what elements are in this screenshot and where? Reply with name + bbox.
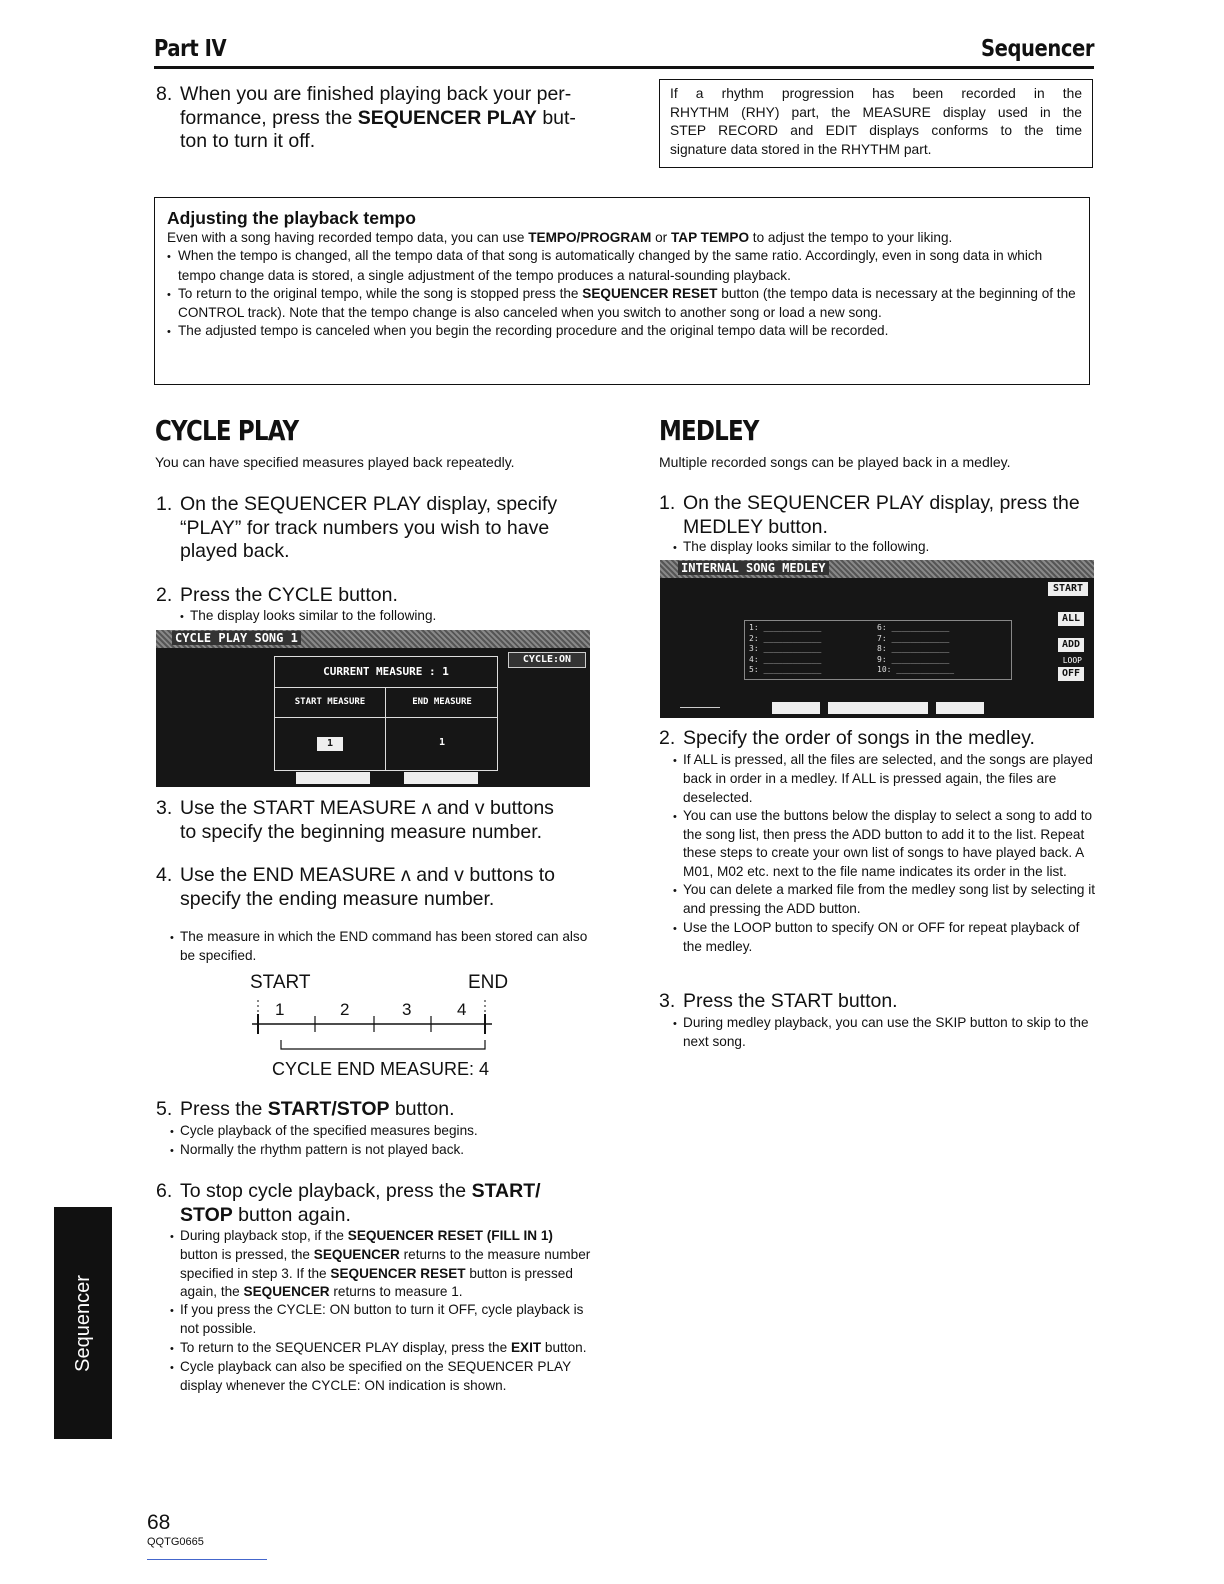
medley-list	[744, 620, 1012, 680]
current-measure: CURRENT MEASURE : 1	[323, 665, 449, 678]
header-rule	[154, 66, 1094, 69]
loop-off-button[interactable]: OFF	[1058, 667, 1084, 681]
medley-step-3: 3. Press the START button.	[659, 990, 898, 1012]
cycle-step-2: 2. Press the CYCLE button.	[156, 584, 398, 606]
bullet: • You can delete a marked file from the medley song list by selecting it and pressing the ADD button.	[673, 881, 1097, 919]
sequencer-play-term: SEQUENCER PLAY	[357, 106, 537, 129]
medley-intro: Multiple recorded songs can be played back in a medley.	[659, 454, 1011, 470]
bullet: • The display looks similar to the following.	[180, 607, 590, 626]
diagram-start-label: START	[250, 972, 311, 993]
cycle-step-4: 4. Use the END MEASURE ʌ and v buttons to specify the ending measure number.	[156, 864, 555, 910]
bullet: • Normally the rhythm pattern is not played back.	[170, 1141, 595, 1160]
start-measure-label: START MEASURE	[294, 697, 366, 707]
section-tab	[54, 1207, 112, 1439]
medley-slots-left: 1: ____________ 2: ____________ 3: ____________ 4: ____________ 5: ____________	[749, 623, 822, 674]
section-label: Sequencer	[980, 36, 1094, 62]
end-measure-up-down-button[interactable]	[404, 772, 478, 784]
loop-label: LOOP	[1062, 656, 1082, 665]
tempo-bullet: • The adjusted tempo is canceled when you begin the recording procedure and the original tempo data will be recorded.	[167, 322, 1079, 341]
medley-step-2: 2. Specify the order of songs in the medley.	[659, 727, 1035, 749]
measure-panel	[274, 656, 498, 771]
measure-line-svg	[250, 970, 520, 1060]
tempo-box: Adjusting the playback tempo Even with a song having recorded tempo data, you can use TEMPO/PROGRAM or TAP TEMPO to adjust the tempo to your liking. • When the tempo is changed, all the tempo data of that song is automatically changed by the same ratio. Accordingly, even in song data in which tempo change data is stored, a single adjustment of the tempo produces a natural-sounding playback. • To return to the original tempo, while the song is stopped press the SEQUENCER RESET button (the tempo data is necessary at the beginning of the CONTROL track). Note that the tempo change is also canceled when you switch to another song or load a new song. • The adjusted tempo is canceled when you begin the recording procedure and the original tempo data will be recorded.	[154, 197, 1090, 385]
bullet: • Cycle playback of the specified measures begins.	[170, 1122, 595, 1141]
start-measure-value: 1	[317, 737, 343, 751]
add-button[interactable]: ADD	[1058, 638, 1084, 652]
song-select-button[interactable]	[828, 702, 928, 714]
bullet: • To return to the SEQUENCER PLAY display, press the EXIT button.	[170, 1339, 594, 1358]
measure-3: 3	[402, 1000, 412, 1019]
bullet: • The display looks similar to the following.	[673, 538, 1093, 557]
bullet: • You can use the buttons below the display to select a song to add to the song list, then press the ADD button to add it to the list. Repeat these steps to create your own list of songs to have played back. A M01, M02 etc. next to the file name indicates its order in the list.	[673, 807, 1097, 881]
rhythm-note-box: If a rhythm progression has been recorded in the RHYTHM (RHY) part, the MEASURE display used in the STEP RECORD and EDIT displays conforms to the time signature data stored in the RHYTHM part.	[659, 79, 1093, 168]
section-tab-label: Sequencer	[71, 1274, 94, 1372]
measure-4: 4	[457, 1000, 467, 1019]
medley-slots-right: 6: ____________ 7: ____________ 8: ____________ 9: ____________ 10: ____________	[877, 623, 955, 674]
tempo-bullet: • When the tempo is changed, all the tempo data of that song is automatically changed by the same ratio. Accordingly, even in song data in which tempo change data is stored, a single adjustment of the tempo produces a natural-sounding playback.	[167, 247, 1079, 285]
page-number: 68	[147, 1511, 171, 1534]
measure-2: 2	[340, 1000, 350, 1019]
footer-rule	[147, 1559, 267, 1560]
bullet: • During medley playback, you can use the SKIP button to skip to the next song.	[673, 1014, 1097, 1052]
song-select-left-button[interactable]	[772, 702, 820, 714]
diagram-caption: CYCLE END MEASURE: 4	[272, 1059, 490, 1079]
diagram-end-label: END	[468, 972, 509, 993]
step-8: 8. When you are finished playing back your per- formance, press the SEQUENCER PLAY but- ton to turn it off.	[156, 83, 576, 152]
medley-heading: MEDLEY	[659, 414, 759, 447]
tap-tempo-term: TAP TEMPO	[670, 230, 750, 245]
display-title: CYCLE PLAY SONG 1	[172, 631, 301, 645]
start-measure-up-down-button[interactable]	[296, 772, 370, 784]
cycle-intro: You can have specified measures played back repeatedly.	[155, 454, 515, 470]
song-select-right-button[interactable]	[936, 702, 984, 714]
cycle-display-screenshot	[156, 630, 590, 787]
bullet: • Cycle playback can also be specified on the SEQUENCER PLAY display whenever the CYCLE: ON indication is shown.	[170, 1358, 594, 1396]
tempo-bullet: • To return to the original tempo, while the song is stopped press the SEQUENCER RESET button (the tempo data is necessary at the beginning of the CONTROL track). Note that the tempo change is also canceled when you switch to another song or load a new song.	[167, 285, 1079, 323]
bullet: • The measure in which the END command has been stored can also be specified.	[170, 928, 595, 966]
cycle-step-3: 3. Use the START MEASURE ʌ and v buttons to specify the beginning measure number.	[156, 797, 554, 843]
cycle-on-button[interactable]: CYCLE:ON	[508, 652, 586, 668]
bullet: • Use the LOOP button to specify ON or OFF for repeat playback of the medley.	[673, 919, 1097, 957]
bullet: • If you press the CYCLE: ON button to turn it OFF, cycle playback is not possible.	[170, 1301, 594, 1339]
part-label: Part IV	[154, 36, 227, 62]
cycle-step-5: 5. Press the START/STOP button.	[156, 1098, 455, 1120]
medley-display-screenshot	[660, 560, 1094, 718]
cycle-measure-diagram	[250, 970, 520, 1085]
measure-1: 1	[275, 1000, 285, 1019]
start-button[interactable]: START	[1048, 582, 1088, 596]
end-measure-value: 1	[438, 737, 446, 748]
cycle-play-heading: CYCLE PLAY	[155, 414, 299, 447]
document-code: QQTG0665	[147, 1536, 204, 1548]
cycle-step-6: 6. To stop cycle playback, press the START/ STOP button again.	[156, 1180, 541, 1226]
all-button[interactable]: ALL	[1058, 612, 1084, 626]
medley-step-1: 1. On the SEQUENCER PLAY display, press the MEDLEY button.	[659, 492, 1080, 538]
step-number: 8.	[156, 83, 173, 105]
end-measure-label: END MEASURE	[412, 697, 472, 707]
tempo-program-term: TEMPO/PROGRAM	[528, 230, 652, 245]
bullet: • During playback stop, if the SEQUENCER RESET (FILL IN 1) button is pressed, the SEQUENCER returns to the measure number specified in step 3. If the SEQUENCER RESET button is pressed again, the SEQUENCER returns to measure 1.	[170, 1227, 594, 1301]
bullet: • If ALL is pressed, all the files are selected, and the songs are played back in order in a medley. If ALL is pressed again, the files are deselected.	[673, 751, 1097, 807]
cycle-step-1: 1. On the SEQUENCER PLAY display, specify “PLAY” for track numbers you wish to have played back.	[156, 493, 558, 562]
display-title: INTERNAL SONG MEDLEY	[678, 561, 829, 575]
tempo-title: Adjusting the playback tempo	[167, 208, 416, 228]
